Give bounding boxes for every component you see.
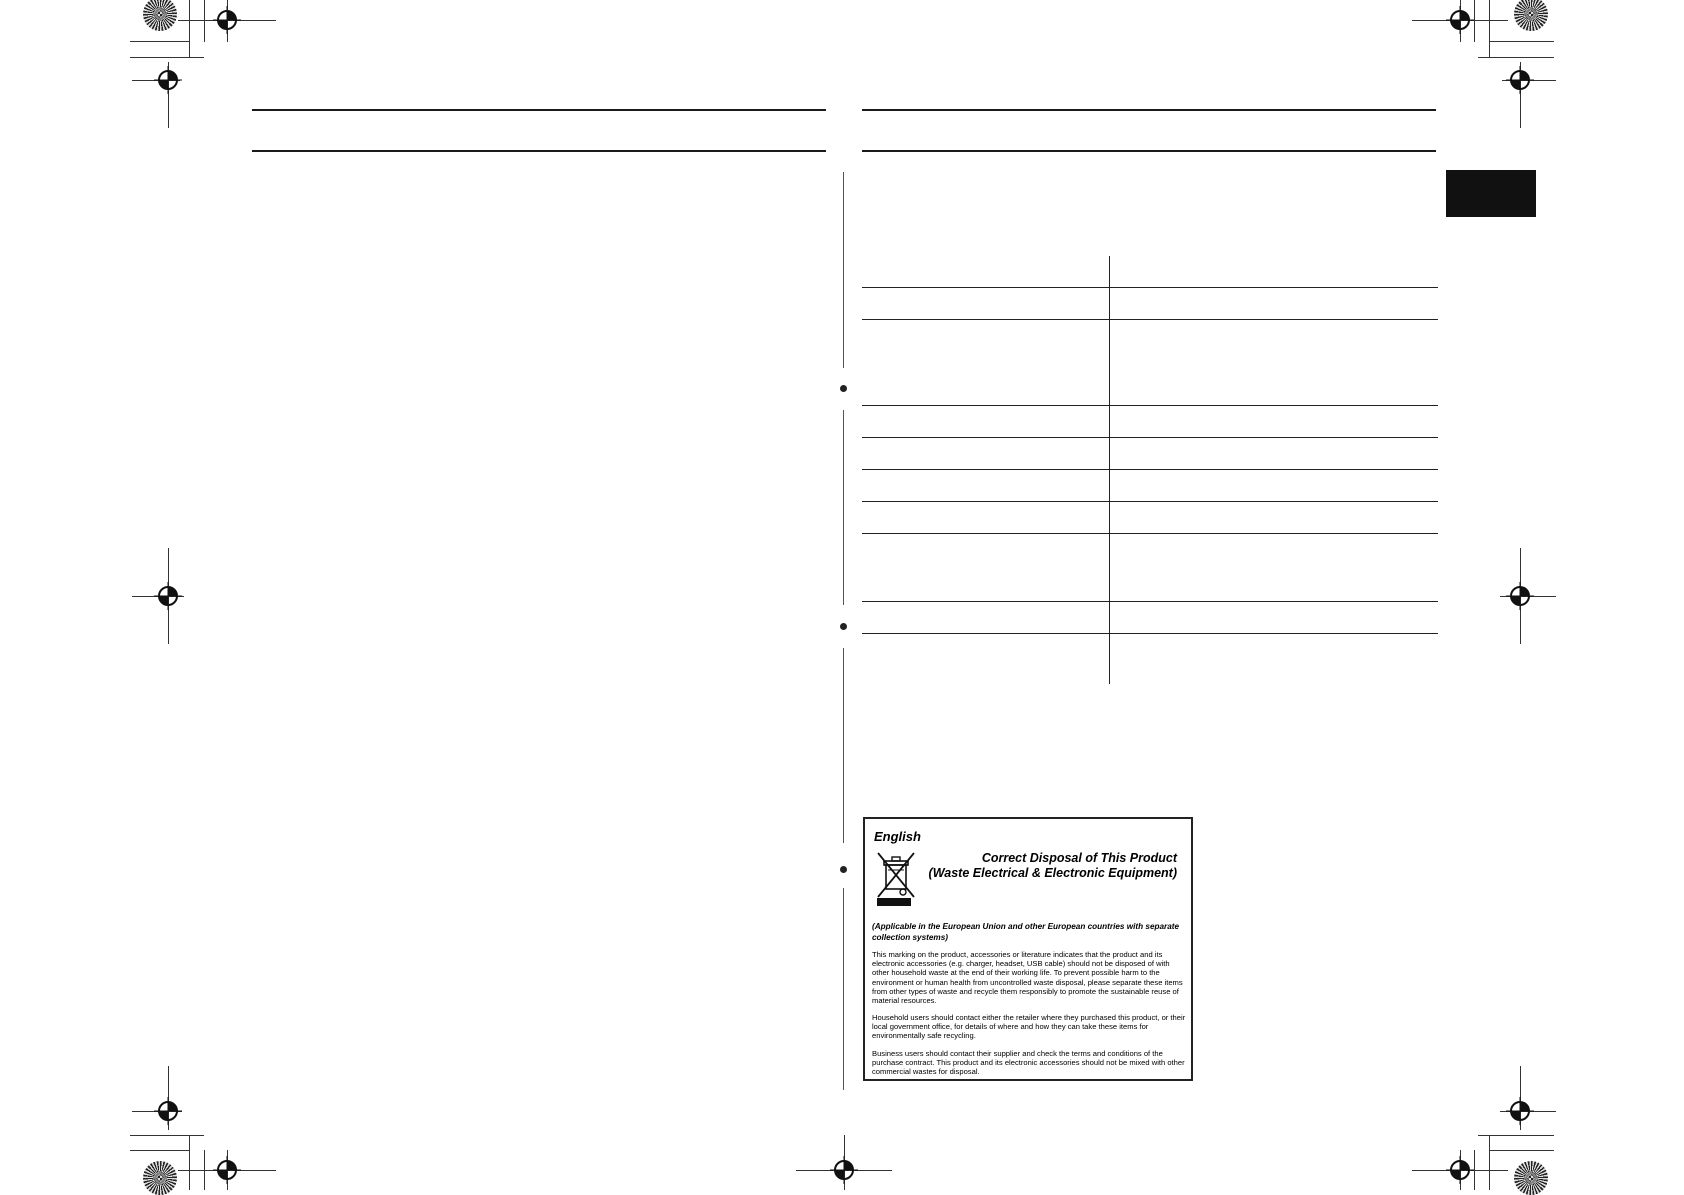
table-row — [862, 633, 1438, 634]
registration-mark-icon — [1506, 66, 1534, 94]
crop-line — [1490, 1150, 1554, 1151]
notice-language-label: English — [874, 829, 921, 844]
registration-mark-icon — [1506, 1097, 1534, 1125]
notice-applicability: (Applicable in the European Union and other European countries with separate collection systems) — [872, 922, 1180, 942]
notice-title — [917, 851, 1177, 881]
registration-mark-icon — [154, 66, 182, 94]
registration-mark-icon — [1506, 582, 1534, 610]
left-page-header-bottom-rule — [252, 150, 826, 152]
weee-black-bar — [877, 898, 911, 906]
notice-paragraph-1: This marking on the product, accessories or literature indicates that the product and its electronic accessories (e.g. charger, headset, USB cable) should not be disposed of with other household waste at the end of their working life. To prevent possible harm to the environment or human health from uncontrolled waste disposal, please separate these items from other types of waste and recycle them responsibly to promote the sustainable reuse of material resources. — [872, 950, 1183, 1006]
notice-paragraph-3: Business users should contact their supplier and check the terms and conditions of the purchase contract. This product and its electronic accessories should not be mixed with other commercial wastes for disposal. — [872, 1049, 1185, 1077]
table-row — [862, 501, 1438, 502]
section-thumb-tab — [1446, 170, 1536, 217]
right-page-header-bottom-rule — [862, 150, 1436, 152]
crop-line — [1489, 0, 1490, 57]
notice-title-line2: (Waste Electrical & Electronic Equipment) — [928, 866, 1177, 880]
crop-line — [130, 1135, 204, 1136]
registration-mark-icon — [830, 1156, 858, 1184]
crop-line — [1474, 0, 1475, 42]
notice-title-line1: Correct Disposal of This Product — [981, 851, 1177, 865]
binding-dot — [840, 866, 847, 873]
crop-line — [1478, 57, 1554, 58]
registration-mark-icon — [154, 1097, 182, 1125]
crop-line — [130, 41, 190, 42]
center-fold-line — [843, 410, 844, 605]
table-row — [862, 287, 1438, 288]
notice-paragraph-2: Household users should contact either the retailer where they purchased this product, or their local government office, for details of where and how they can take these items for environmentally safe recycling. — [872, 1013, 1186, 1041]
spec-table-column-divider — [1109, 256, 1110, 684]
registration-mark-icon — [154, 582, 182, 610]
registration-mark-icon — [213, 6, 241, 34]
registration-mark-icon — [1446, 1156, 1474, 1184]
crop-line — [130, 1150, 190, 1151]
crop-line — [130, 57, 204, 58]
table-row — [862, 437, 1438, 438]
crop-line — [1490, 41, 1554, 42]
registration-mark-icon — [213, 1156, 241, 1184]
center-fold-line — [843, 172, 844, 368]
color-disc-top-left — [143, 0, 177, 31]
registration-mark-icon — [1446, 6, 1474, 34]
crop-line — [189, 1135, 190, 1190]
crop-line — [1489, 1135, 1490, 1190]
spec-table — [862, 252, 1438, 686]
center-fold-line — [843, 648, 844, 843]
right-page-header-top-rule — [862, 109, 1436, 111]
left-page-header-top-rule — [252, 109, 826, 111]
crop-line — [204, 0, 205, 42]
crop-line — [189, 0, 190, 57]
binding-dot — [840, 623, 847, 630]
table-row — [862, 405, 1438, 406]
center-fold-line — [843, 888, 844, 1090]
color-disc-top-right — [1514, 0, 1548, 31]
table-row — [862, 601, 1438, 602]
table-row — [862, 533, 1438, 534]
weee-disposal-notice — [863, 817, 1193, 1081]
binding-dot — [840, 385, 847, 392]
table-row — [862, 469, 1438, 470]
table-row — [862, 319, 1438, 320]
